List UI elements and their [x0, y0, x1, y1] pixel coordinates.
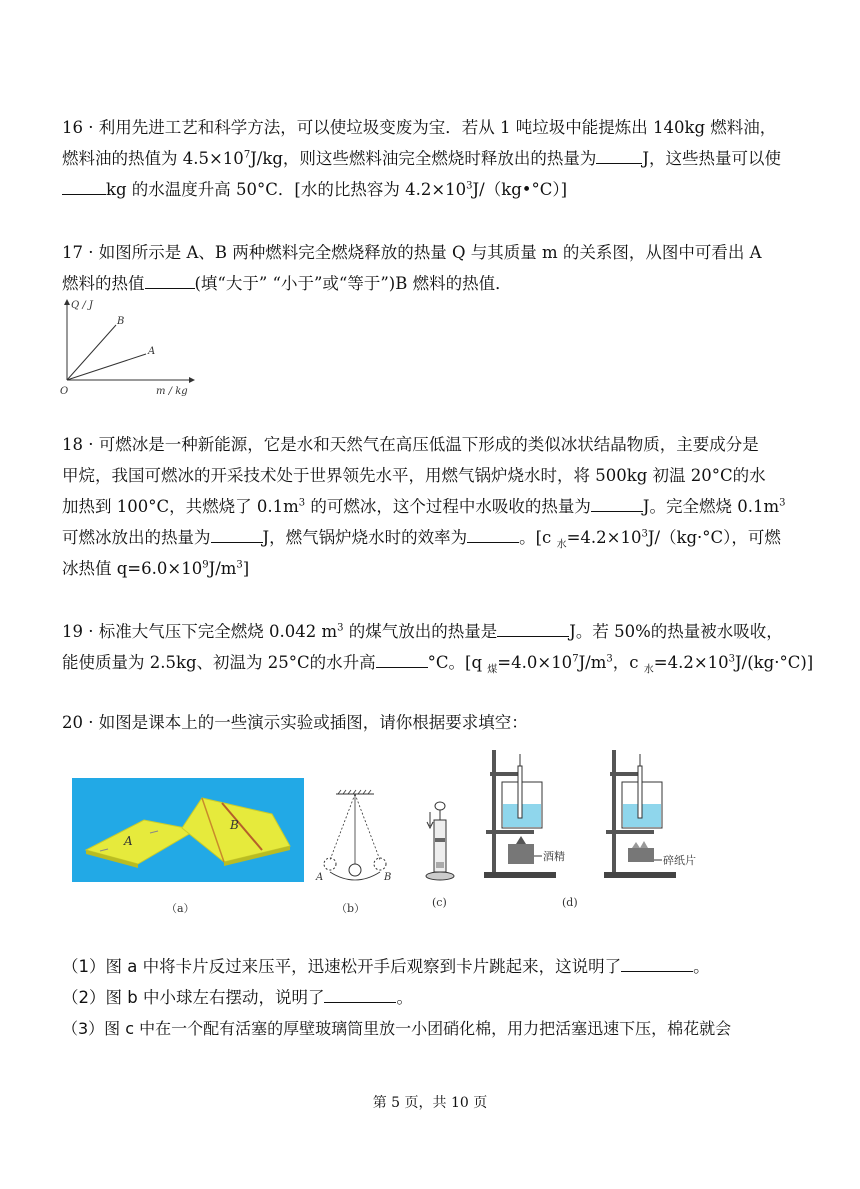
q18-line4: 可燃冰放出的热量为 J，燃气锅炉烧水时的效率为 。[c $_水=4.2\times 10^3J/(kg\cdot^\circ C)$，可燃 — [62, 522, 842, 553]
paper-label: 碎纸片 — [663, 854, 696, 867]
line-b-label: B — [117, 316, 125, 327]
answer-blank[interactable] — [62, 178, 106, 196]
answer-blank[interactable] — [621, 955, 693, 973]
answer-blank[interactable] — [324, 986, 396, 1004]
pendulum-b-label: B — [384, 872, 392, 883]
q19-line1: 19 · 标准大气压下完全燃烧 0.042 $m^3$ 的煤气放出的热量是 J。若 50%的热量被水吸收， — [62, 616, 842, 647]
answer-blank[interactable] — [467, 526, 519, 544]
answer-blank[interactable] — [376, 651, 428, 669]
q20-sub2: （2）图 b 中小球左右摆动，说明了 。 — [62, 982, 842, 1013]
origin-label: O — [60, 386, 69, 397]
y-axis-label: Q / J — [71, 300, 93, 311]
q17-line1: 17 · 如图所示是 A、B 两种燃料完全燃烧释放的热量 Q 与其质量 m 的关系图，从图中可看出 A — [62, 243, 762, 262]
answer-blank[interactable] — [596, 147, 642, 165]
q18-line2: 甲烷，我国可燃冰的开采技术处于世界领先水平，用燃气锅炉烧水时，将 500kg 初温 20°C的水 — [62, 466, 766, 485]
question-17 — [62, 237, 842, 299]
question-18 — [62, 429, 842, 584]
answer-blank[interactable] — [145, 272, 195, 290]
q20-sub1: （1）图 a 中将卡片反过来压平，迅速松开手后观察到卡片跳起来，这说明了 。 — [62, 951, 842, 982]
q19-line2: 能使质量为 2.5kg、初温为 25°C的水升高 °C。[q $_煤=4.0\times 10^7J/m^3$，c $_水=4.2\times 10^3J/(kg\cdot^\circ C)$] — [62, 647, 842, 678]
q16-line2: 燃料油的热值为 $4.5\times 10^7J/kg$，则这些燃料油完全燃烧时释放出的热量为 J，这些热量可以使 — [62, 143, 842, 174]
figure-c-piston — [420, 798, 460, 882]
question-19 — [62, 616, 842, 678]
question-20 — [62, 707, 842, 738]
card-b-label: B — [230, 818, 239, 832]
pendulum-a-label: A — [316, 872, 324, 883]
q16-line3: kg 的水温度升高 50°C．[水的比热容为 $4.2\times 10^3J/(kg•^\circ C)$] — [62, 174, 842, 205]
q18-line5: 冰热值 $q=6.0\times 10^9J/m^3$] — [62, 559, 250, 578]
page-footer: 第 5 页，共 10 页 — [372, 1095, 488, 1111]
figure-b-pendulum — [312, 788, 400, 888]
figure-d-paper — [596, 748, 706, 880]
caption-c: (c) — [432, 896, 447, 909]
line-a-label: A — [148, 346, 156, 357]
q17-graph — [58, 296, 198, 402]
caption-d: (d) — [562, 896, 578, 909]
q18-line1: 18 · 可燃冰是一种新能源，它是水和天然气在高压低温下形成的类似冰状结晶物质，主要成分是 — [62, 435, 759, 454]
caption-a: （a） — [166, 902, 195, 915]
alcohol-label: 酒精 — [543, 850, 565, 863]
q17-line2: 燃料的热值 (填“大于” “小于”或“等于”)B 燃料的热值． — [62, 268, 842, 299]
card-a-label: A — [124, 834, 133, 848]
figure-d-alcohol — [476, 748, 586, 880]
x-axis-label: m / kg — [156, 386, 188, 397]
q18-line3: 加热到 100°C，共燃烧了 $0.1m^3$ 的可燃冰，这个过程中水吸收的热量为 J。完全燃烧 $0.1m^3$ — [62, 491, 842, 522]
q16-line1: 16 · 利用先进工艺和科学方法，可以使垃圾变废为宝．若从 1 吨垃圾中能提炼出 140kg 燃料油， — [62, 118, 777, 137]
answer-blank[interactable] — [591, 495, 643, 513]
figure-a-cards — [72, 778, 304, 882]
q20-sub3: （3）图 c 中在一个配有活塞的厚壁玻璃筒里放一小团硝化棉，用力把活塞迅速下压，棉花就会 — [62, 1019, 732, 1038]
answer-blank[interactable] — [497, 620, 569, 638]
answer-blank[interactable] — [211, 526, 263, 544]
caption-b: （b） — [336, 902, 366, 915]
question-16 — [62, 112, 842, 205]
q20-line1: 20 · 如图是课本上的一些演示实验或插图，请你根据要求填空： — [62, 713, 528, 732]
